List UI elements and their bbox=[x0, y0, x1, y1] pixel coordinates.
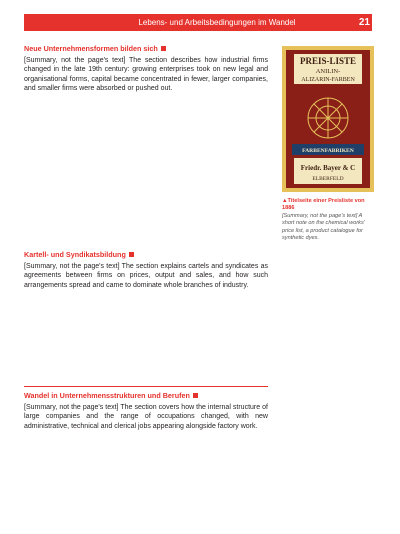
heading-marker-icon bbox=[161, 46, 166, 51]
caption-title: ▲ Titelseite einer Preisliste von 1886 bbox=[282, 198, 365, 211]
price-list-poster-image bbox=[282, 46, 374, 192]
page-number: 21 bbox=[358, 17, 370, 28]
poster-line-alizarin: ALIZARIN-FARBEN bbox=[301, 77, 355, 83]
poster-line-anilin: ANILIN- bbox=[315, 68, 341, 75]
heading-marker-icon bbox=[193, 393, 198, 398]
poster-line-farbenfabriken: FARBENFABRIKEN bbox=[302, 148, 354, 154]
section-summary: [Summary, not the page's text] The section explains cartels and syndicates as agreements between firms on prices, output and sales, and how such arrangements spread and came to dominate whole branches of industry. bbox=[24, 263, 268, 289]
figure-caption bbox=[282, 198, 374, 242]
poster-ornament bbox=[308, 98, 348, 138]
section-heading: Kartell- und Syndikatsbildung bbox=[24, 250, 268, 259]
poster-line-city: ELBERFELD bbox=[312, 176, 344, 182]
section-summary: [Summary, not the page's text] The section describes how industrial firms changed in the late 19th century: growing enterprises took on new legal and organisational forms, capital became concentrated in fewer, larger companies, and smaller firms were absorbed or pushed out. bbox=[24, 57, 268, 93]
section-unternehmensformen bbox=[24, 44, 268, 94]
section-heading: Neue Unternehmensformen bilden sich bbox=[24, 44, 268, 53]
section-unternehmensstrukturen bbox=[24, 391, 268, 431]
section-summary: [Summary, not the page's text] The section covers how the internal structure of large companies and the range of occupations changed, with new administrative, technical and clerical jobs appearing alongside factory work. bbox=[24, 404, 268, 430]
section-kartellbildung bbox=[24, 250, 268, 290]
running-header-title: Lebens- und Arbeitsbedingungen im Wandel bbox=[138, 18, 296, 27]
poster-line-company: Friedr. Bayer & C bbox=[300, 164, 356, 172]
poster-heading: PREIS-LISTE bbox=[299, 56, 357, 66]
caption-text: [Summary, not the page's text] A short note on the chemical works' price list, a product catalogue for synthetic dyes. bbox=[282, 212, 365, 242]
section-divider bbox=[24, 386, 268, 387]
section-heading: Wandel in Unternehmensstrukturen und Berufen bbox=[24, 391, 268, 400]
heading-marker-icon bbox=[129, 252, 134, 257]
